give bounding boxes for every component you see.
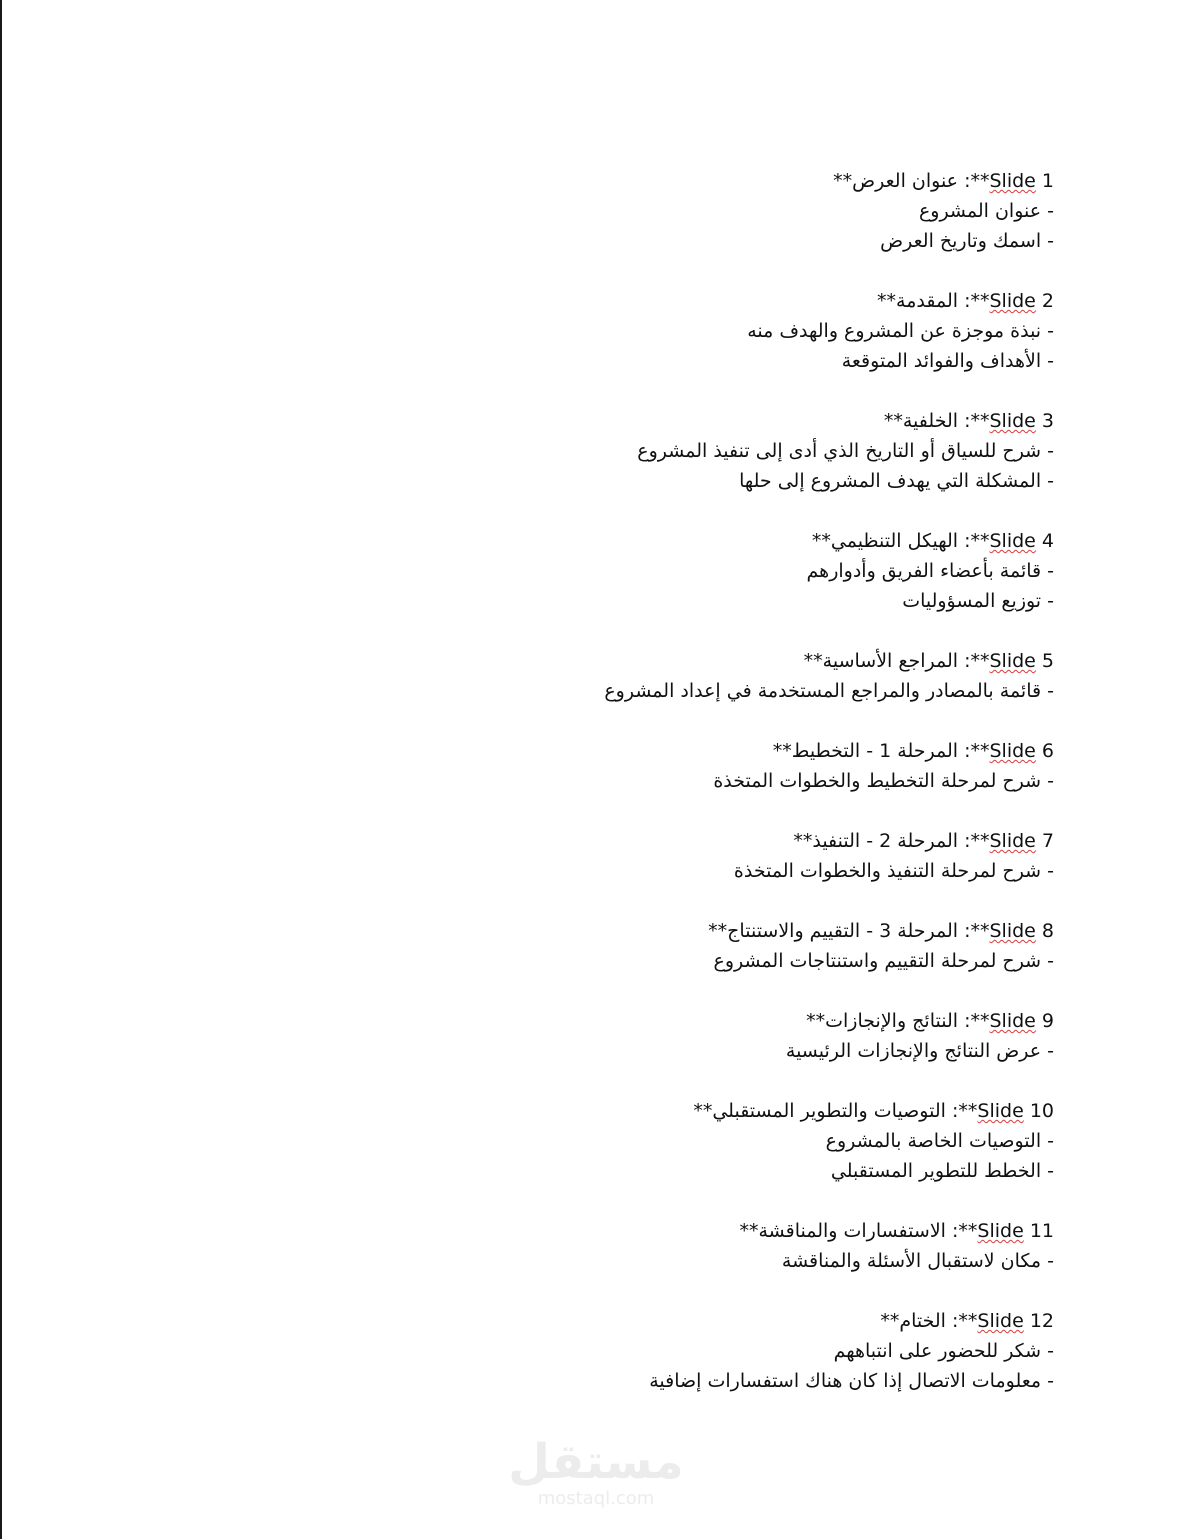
slide-block-9 bbox=[494, 1006, 1054, 1066]
bullet-point: - معلومات الاتصال إذا كان هناك استفسارات إضافية bbox=[649, 1370, 1054, 1392]
slide-title-text: المرحلة 1 - التخطيط bbox=[791, 740, 959, 762]
slide-block-5 bbox=[494, 646, 1054, 706]
slide-word: Slide bbox=[977, 1310, 1024, 1332]
slide-word: Slide bbox=[989, 290, 1036, 312]
title-suffix: ** bbox=[880, 1310, 900, 1332]
slide-number: 9 bbox=[1041, 1010, 1054, 1032]
slide-number: 4 bbox=[1041, 530, 1054, 552]
slide-title: **Slide 6: المرحلة 1 - التخطيط** bbox=[772, 740, 1054, 762]
title-prefix: ** bbox=[970, 290, 990, 312]
slide-number: 5 bbox=[1041, 650, 1054, 672]
slide-word: Slide bbox=[989, 410, 1036, 432]
bullet-point: - الأهداف والفوائد المتوقعة bbox=[841, 350, 1054, 372]
slide-number: 6 bbox=[1041, 740, 1054, 762]
bullet-point: - عنوان المشروع bbox=[918, 200, 1054, 222]
slide-title-text: النتائج والإنجازات bbox=[825, 1010, 959, 1032]
watermark-logo: مستقل bbox=[508, 1434, 684, 1490]
slide-block-1 bbox=[494, 166, 1054, 256]
bullet-point: - شرح للسياق أو التاريخ الذي أدى إلى تنفيذ المشروع bbox=[637, 440, 1054, 462]
slide-label bbox=[958, 1310, 1054, 1332]
slide-word: Slide bbox=[989, 830, 1036, 852]
slide-label bbox=[958, 1220, 1054, 1242]
title-suffix: ** bbox=[708, 920, 728, 942]
slide-word: Slide bbox=[989, 920, 1036, 942]
slide-title: **Slide 12: الختام** bbox=[880, 1310, 1054, 1332]
slide-title: **Slide 8: المرحلة 3 - التقييم والاستنتاج** bbox=[708, 920, 1054, 942]
slide-title: **Slide 9: النتائج والإنجازات** bbox=[806, 1010, 1054, 1032]
title-prefix: ** bbox=[970, 830, 990, 852]
title-suffix: ** bbox=[772, 740, 792, 762]
slide-number: 12 bbox=[1029, 1310, 1054, 1332]
slide-title-text: الختام bbox=[899, 1310, 946, 1332]
bullet-point: - عرض النتائج والإنجازات الرئيسية bbox=[785, 1040, 1054, 1062]
slide-word: Slide bbox=[989, 650, 1036, 672]
slide-block-4 bbox=[494, 526, 1054, 616]
slide-title: **Slide 3: الخلفية** bbox=[883, 410, 1054, 432]
slide-label bbox=[970, 530, 1054, 552]
slide-label bbox=[970, 830, 1054, 852]
bullet-point: - شرح لمرحلة التقييم واستنتاجات المشروع bbox=[713, 950, 1054, 972]
slide-title: **Slide 11: الاستفسارات والمناقشة** bbox=[739, 1220, 1054, 1242]
slide-block-2 bbox=[494, 286, 1054, 376]
slide-title: **Slide 4: الهيكل التنظيمي** bbox=[811, 530, 1054, 552]
mostaql-watermark bbox=[0, 1434, 1192, 1510]
slide-title-text: عنوان العرض bbox=[852, 170, 959, 192]
slide-number: 8 bbox=[1041, 920, 1054, 942]
slide-block-12 bbox=[494, 1306, 1054, 1396]
title-suffix: ** bbox=[811, 530, 831, 552]
title-prefix: ** bbox=[970, 170, 990, 192]
slide-title-text: الهيكل التنظيمي bbox=[830, 530, 959, 552]
bullet-point: - اسمك وتاريخ العرض bbox=[880, 230, 1054, 252]
title-suffix: ** bbox=[693, 1100, 713, 1122]
slide-title: **Slide 7: المرحلة 2 - التنفيذ** bbox=[793, 830, 1054, 852]
slide-label bbox=[970, 290, 1054, 312]
title-suffix: ** bbox=[793, 830, 813, 852]
slide-block-3 bbox=[494, 406, 1054, 496]
bullet-point: - قائمة بأعضاء الفريق وأدوارهم bbox=[806, 560, 1054, 582]
slide-label bbox=[970, 410, 1054, 432]
slide-title-text: المراجع الأساسية bbox=[822, 650, 959, 672]
slide-word: Slide bbox=[989, 170, 1036, 192]
slide-label bbox=[958, 1100, 1054, 1122]
slide-number: 7 bbox=[1041, 830, 1054, 852]
title-suffix: ** bbox=[739, 1220, 759, 1242]
document-body bbox=[494, 166, 1054, 1426]
slide-title: **Slide 10: التوصيات والتطوير المستقبلي** bbox=[693, 1100, 1054, 1122]
slide-block-7 bbox=[494, 826, 1054, 886]
slide-title: **Slide 2: المقدمة** bbox=[877, 290, 1054, 312]
slide-word: Slide bbox=[989, 530, 1036, 552]
bullet-point: - توزيع المسؤوليات bbox=[902, 590, 1054, 612]
slide-title-text: التوصيات والتطوير المستقبلي bbox=[712, 1100, 946, 1122]
title-prefix: ** bbox=[958, 1310, 978, 1332]
slide-number: 1 bbox=[1041, 170, 1054, 192]
slide-number: 3 bbox=[1041, 410, 1054, 432]
bullet-point: - المشكلة التي يهدف المشروع إلى حلها bbox=[739, 470, 1054, 492]
title-suffix: ** bbox=[803, 650, 823, 672]
title-prefix: ** bbox=[970, 650, 990, 672]
bullet-point: - نبذة موجزة عن المشروع والهدف منه bbox=[747, 320, 1054, 342]
slide-title-text: الاستفسارات والمناقشة bbox=[758, 1220, 946, 1242]
slide-word: Slide bbox=[977, 1220, 1024, 1242]
title-suffix: ** bbox=[883, 410, 903, 432]
page-left-border bbox=[0, 0, 2, 1539]
bullet-point: - الخطط للتطوير المستقبلي bbox=[830, 1160, 1054, 1182]
slide-title-text: الخلفية bbox=[902, 410, 959, 432]
slide-title-text: المقدمة bbox=[896, 290, 959, 312]
slide-word: Slide bbox=[989, 1010, 1036, 1032]
slide-word: Slide bbox=[977, 1100, 1024, 1122]
slide-block-11 bbox=[494, 1216, 1054, 1276]
slide-number: 2 bbox=[1041, 290, 1054, 312]
bullet-point: - التوصيات الخاصة بالمشروع bbox=[825, 1130, 1054, 1152]
bullet-point: - شرح لمرحلة التنفيذ والخطوات المتخذة bbox=[733, 860, 1054, 882]
slide-word: Slide bbox=[989, 740, 1036, 762]
slide-title: **Slide 5: المراجع الأساسية** bbox=[803, 650, 1054, 672]
slide-label bbox=[970, 920, 1054, 942]
title-prefix: ** bbox=[970, 920, 990, 942]
bullet-point: - قائمة بالمصادر والمراجع المستخدمة في إعداد المشروع bbox=[604, 680, 1054, 702]
slide-label bbox=[970, 650, 1054, 672]
slide-title-text: المرحلة 3 - التقييم والاستنتاج bbox=[727, 920, 959, 942]
title-suffix: ** bbox=[877, 290, 897, 312]
bullet-point: - شكر للحضور على انتباههم bbox=[833, 1340, 1054, 1362]
slide-title-text: المرحلة 2 - التنفيذ bbox=[812, 830, 959, 852]
slide-block-10 bbox=[494, 1096, 1054, 1186]
title-prefix: ** bbox=[970, 740, 990, 762]
slide-label bbox=[970, 170, 1054, 192]
bullet-point: - مكان لاستقبال الأسئلة والمناقشة bbox=[781, 1250, 1054, 1272]
slide-number: 11 bbox=[1029, 1220, 1054, 1242]
title-prefix: ** bbox=[970, 410, 990, 432]
slide-block-8 bbox=[494, 916, 1054, 976]
title-suffix: ** bbox=[833, 170, 853, 192]
title-suffix: ** bbox=[806, 1010, 826, 1032]
title-prefix: ** bbox=[970, 1010, 990, 1032]
slide-label bbox=[970, 1010, 1054, 1032]
watermark-url: mostaql.com bbox=[537, 1488, 655, 1509]
slide-label bbox=[970, 740, 1054, 762]
slide-title: **Slide 1: عنوان العرض** bbox=[833, 170, 1054, 192]
title-prefix: ** bbox=[958, 1220, 978, 1242]
title-prefix: ** bbox=[970, 530, 990, 552]
slide-number: 10 bbox=[1029, 1100, 1054, 1122]
slide-block-6 bbox=[494, 736, 1054, 796]
bullet-point: - شرح لمرحلة التخطيط والخطوات المتخذة bbox=[713, 770, 1054, 792]
title-prefix: ** bbox=[958, 1100, 978, 1122]
